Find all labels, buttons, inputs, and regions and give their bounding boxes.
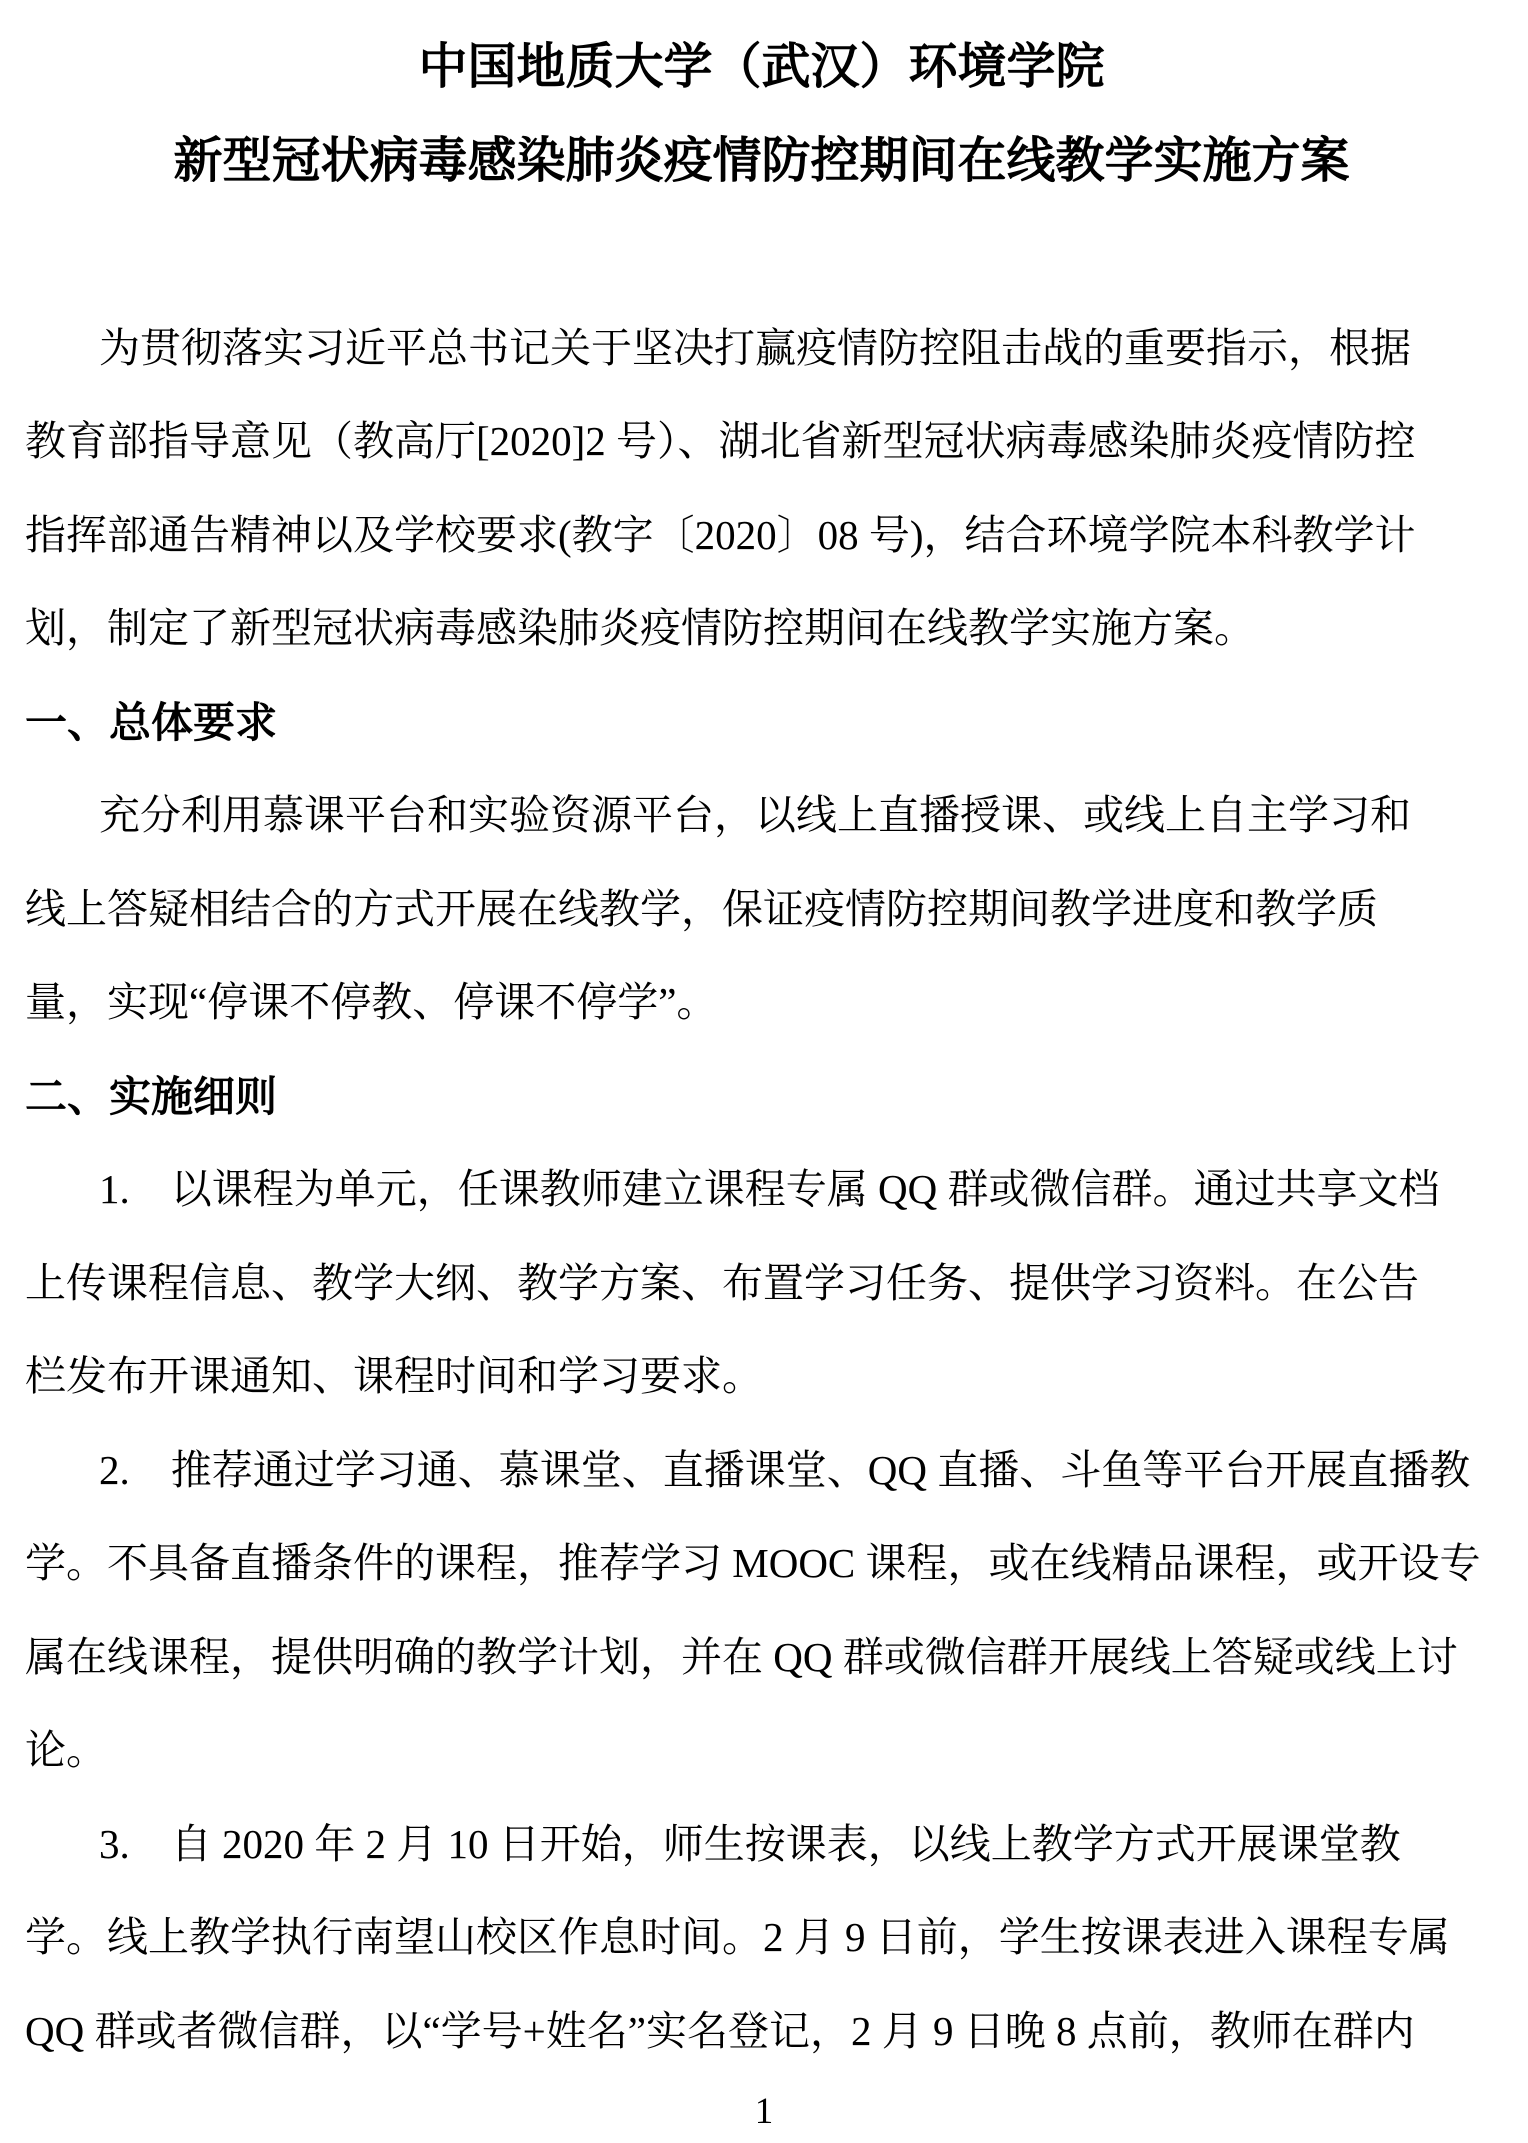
text-line: 划，制定了新型冠状病毒感染肺炎疫情防控期间在线教学实施方案。 [25,605,1255,651]
doc-title: 中国地质大学（武汉）环境学院 [418,40,1105,94]
text-line: 线上答疑相结合的方式开展在线教学，保证疫情防控期间教学进度和教学质 [25,885,1378,932]
text-line: 上传课程信息、教学大纲、教学方案、布置学习任务、提供学习资料。在公告 [25,1259,1419,1306]
text-line: 为贯彻落实习近平总书记关于坚决打赢疫情防控阻击战的重要指示，根据 [99,324,1411,371]
general-requirements-paragraph [25,769,1498,1050]
intro-paragraph [25,302,1498,676]
implementation-item-2 [25,1424,1498,1798]
implementation-item-3 [25,1798,1498,2079]
text-line: 量，实现“停课不停教、停课不停学”。 [25,979,718,1025]
text-line: 教育部指导意见（教高厅[2020]2 号）、湖北省新型冠状病毒感染肺炎疫情防控 [25,418,1416,464]
text-line: 充分利用慕课平台和实验资源平台，以线上直播授课、或线上自主学习和 [99,792,1411,838]
text-line: 栏发布开课通知、课程时间和学习要求。 [25,1353,763,1399]
text-line: 学。线上教学执行南望山校区作息时间。2 月 9 日前，学生按课表进入课程专属 [25,1914,1450,1960]
implementation-item-1 [25,1143,1498,1424]
doc-subtitle: 新型冠状病毒感染肺炎疫情防控期间在线教学实施方案 [173,133,1350,188]
text-line: 3. 自 2020 年 2 月 10 日开始，师生按课表，以线上教学方式开展课堂教 [99,1820,1401,1867]
text-line: 1. 以课程为单元，任课教师建立课程专属 QQ 群或微信群。通过共享文档 [99,1166,1440,1212]
section-heading-general-requirements: 一、总体要求 [25,698,278,746]
text-line: 指挥部通告精神以及学校要求(教字〔2020〕08 号)，结合环境学院本科教学计 [25,511,1416,558]
text-line: 论。 [25,1727,107,1773]
text-line: 学。不具备直播条件的课程，推荐学习 MOOC 课程，或在线精品课程，或开设专 [25,1540,1481,1586]
page-number: 1 [754,2091,774,2132]
title-spacer [25,208,1498,302]
text-line: QQ 群或者微信群，以“学号+姓名”实名登记，2 月 9 日晚 8 点前，教师在群内 [25,2007,1415,2054]
section-heading-implementation-rules: 二、实施细则 [25,1072,278,1120]
text-line: 2. 推荐通过学习通、慕课堂、直播课堂、QQ 直播、斗鱼等平台开展直播教 [99,1446,1471,1493]
text-line: 属在线课程，提供明确的教学计划，并在 QQ 群或微信群开展线上答疑或线上讨 [25,1633,1458,1680]
